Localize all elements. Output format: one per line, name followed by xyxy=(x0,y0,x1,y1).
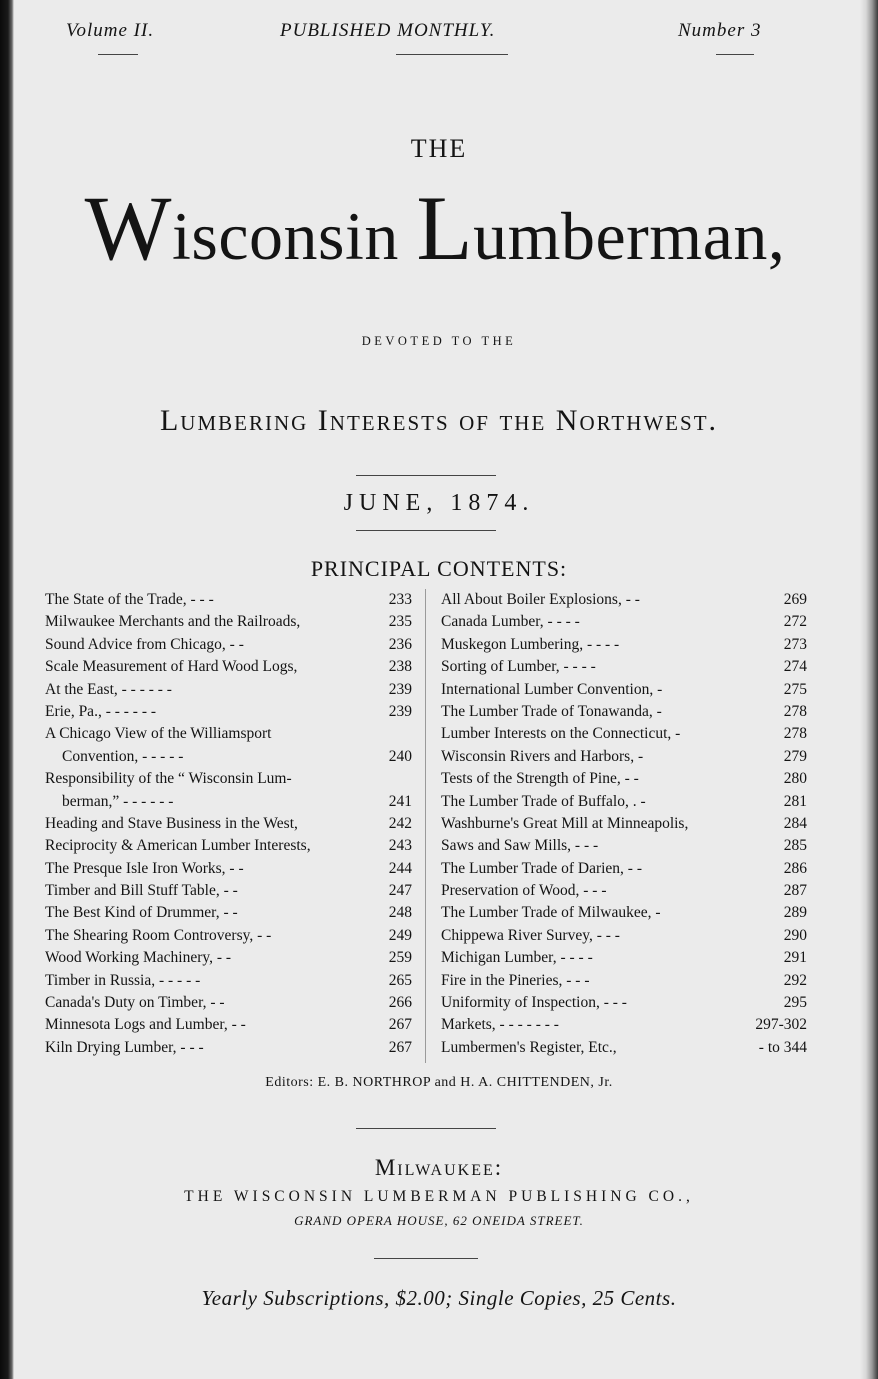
toc-page: 235 xyxy=(388,613,412,631)
toc-title: Preservation of Wood, - - - xyxy=(441,882,607,900)
toc-row xyxy=(45,656,412,678)
toc-page: 247 xyxy=(388,882,412,900)
toc-title: berman,” - - - - - - xyxy=(62,792,174,810)
header-rule-right xyxy=(716,54,754,55)
publisher-name: THE WISCONSIN LUMBERMAN PUBLISHING CO., xyxy=(184,1188,694,1205)
toc-page: 241 xyxy=(388,792,412,810)
toc-title: Scale Measurement of Hard Wood Logs, xyxy=(45,658,298,676)
toc-row xyxy=(45,813,412,835)
toc-title: The Presque Isle Iron Works, - - xyxy=(45,859,244,877)
toc-page: 287 xyxy=(783,882,807,900)
frequency-label: PUBLISHED MONTHLY. xyxy=(280,20,496,41)
toc-row xyxy=(441,768,807,790)
toc-page: 284 xyxy=(783,814,807,832)
toc-row xyxy=(45,858,412,880)
toc-title: Washburne's Great Mill at Minneapolis, xyxy=(441,814,689,832)
toc-row xyxy=(441,701,807,723)
toc-title: The Lumber Trade of Milwaukee, - xyxy=(441,904,661,922)
toc-page: 280 xyxy=(783,770,807,788)
toc-page: 266 xyxy=(388,994,412,1012)
toc-title: Markets, - - - - - - - xyxy=(441,1016,559,1034)
toc-page: 244 xyxy=(388,859,412,877)
toc-page: 278 xyxy=(783,725,807,743)
contents-column-right xyxy=(441,589,807,1059)
toc-row xyxy=(441,1037,807,1059)
issue-number-label: Number 3 xyxy=(678,20,762,41)
toc-page: 278 xyxy=(783,702,807,720)
toc-title: The Lumber Trade of Tonawanda, - xyxy=(441,702,662,720)
toc-title: Erie, Pa., - - - - - - xyxy=(45,702,157,720)
toc-title: Saws and Saw Mills, - - - xyxy=(441,837,599,855)
toc-page: 236 xyxy=(388,635,412,653)
toc-page: 290 xyxy=(783,926,807,944)
toc-row xyxy=(45,947,412,969)
toc-row xyxy=(441,880,807,902)
toc-page: 279 xyxy=(783,747,807,765)
toc-title: The Lumber Trade of Darien, - - xyxy=(441,859,643,877)
toc-row xyxy=(441,858,807,880)
toc-row xyxy=(45,589,412,611)
toc-row xyxy=(45,791,412,813)
contents-column-divider xyxy=(425,589,426,1063)
subscription-pricing: Yearly Subscriptions, $2.00; Single Copies, 25 Cents. xyxy=(201,1286,677,1310)
toc-title: Wisconsin Rivers and Harbors, - xyxy=(441,747,644,765)
toc-row xyxy=(441,656,807,678)
toc-row xyxy=(45,835,412,857)
toc-row xyxy=(45,634,412,656)
devoted-to-line: DEVOTED TO THE xyxy=(361,334,517,348)
title-initial-w: W xyxy=(84,177,172,279)
toc-page: 267 xyxy=(388,1038,412,1056)
toc-title: Heading and Stave Business in the West, xyxy=(45,814,298,832)
toc-title: Uniformity of Inspection, - - - xyxy=(441,994,627,1012)
toc-title: A Chicago View of the Williamsport xyxy=(45,725,272,743)
toc-page: 240 xyxy=(388,747,412,765)
toc-title: Kiln Drying Lumber, - - - xyxy=(45,1038,204,1056)
toc-page: 259 xyxy=(388,949,412,967)
toc-row xyxy=(441,902,807,924)
toc-row xyxy=(441,746,807,768)
toc-page: 272 xyxy=(783,613,807,631)
toc-page: 233 xyxy=(388,591,412,608)
toc-page: 249 xyxy=(388,926,412,944)
toc-title: The Lumber Trade of Buffalo, . - xyxy=(441,792,646,810)
toc-row xyxy=(441,634,807,656)
toc-row xyxy=(441,723,807,745)
toc-page: 297-302 xyxy=(755,1016,807,1034)
toc-row xyxy=(441,835,807,857)
title-umberman: umberman, xyxy=(473,198,786,274)
toc-page: 248 xyxy=(388,904,412,922)
toc-title: Reciprocity & American Lumber Interests, xyxy=(45,837,311,855)
toc-row xyxy=(441,813,807,835)
toc-title: Canada's Duty on Timber, - - xyxy=(45,994,225,1012)
toc-row xyxy=(441,992,807,1014)
toc-title: Michigan Lumber, - - - - xyxy=(441,949,593,967)
toc-row xyxy=(45,611,412,633)
toc-row xyxy=(441,970,807,992)
toc-title: Canada Lumber, - - - - xyxy=(441,613,580,631)
rule-above-date xyxy=(356,475,496,476)
toc-title: Fire in the Pineries, - - - xyxy=(441,971,590,989)
toc-title: Timber in Russia, - - - - - xyxy=(45,971,201,989)
title-initial-l: L xyxy=(416,177,474,279)
rule-above-subscription xyxy=(374,1258,478,1259)
header-rule-center xyxy=(396,54,508,55)
toc-title: Responsibility of the “ Wisconsin Lum- xyxy=(45,770,292,788)
header-rule-left xyxy=(98,54,138,55)
toc-page: 265 xyxy=(388,971,412,989)
toc-page: 269 xyxy=(783,591,807,608)
toc-row xyxy=(45,679,412,701)
toc-title: Sound Advice from Chicago, - - xyxy=(45,635,244,653)
toc-page: 274 xyxy=(783,658,807,676)
toc-page: 242 xyxy=(388,814,412,832)
toc-row xyxy=(441,589,807,611)
contents-column-left xyxy=(45,589,412,1059)
toc-page: 281 xyxy=(783,792,807,810)
toc-row xyxy=(45,1014,412,1036)
contents-heading: PRINCIPAL CONTENTS: xyxy=(310,556,568,581)
toc-row xyxy=(45,992,412,1014)
toc-title: International Lumber Convention, - xyxy=(441,680,663,698)
toc-page: 239 xyxy=(388,702,412,720)
toc-page: 267 xyxy=(388,1016,412,1034)
publisher-address: GRAND OPERA HOUSE, 62 ONEIDA STREET. xyxy=(294,1213,584,1228)
toc-page: 285 xyxy=(783,837,807,855)
toc-row xyxy=(45,880,412,902)
toc-title: Sorting of Lumber, - - - - xyxy=(441,658,596,676)
toc-row xyxy=(45,768,412,790)
issue-date: JUNE, 1874. xyxy=(343,490,535,516)
toc-row xyxy=(441,925,807,947)
masthead-title xyxy=(0,177,870,279)
toc-title: Minnesota Logs and Lumber, - - xyxy=(45,1016,246,1034)
toc-title: The Best Kind of Drummer, - - xyxy=(45,904,238,922)
editors-line: Editors: E. B. NORTHROP and H. A. CHITTENDEN, Jr. xyxy=(265,1075,613,1090)
toc-title: Lumber Interests on the Connecticut, - xyxy=(441,725,681,743)
toc-row xyxy=(441,791,807,813)
rule-above-publisher xyxy=(356,1128,496,1129)
toc-page: - to 344 xyxy=(758,1038,807,1056)
toc-page: 286 xyxy=(783,859,807,877)
toc-row xyxy=(441,947,807,969)
title-isconsin: isconsin xyxy=(171,198,417,274)
toc-title: Wood Working Machinery, - - xyxy=(45,949,232,967)
volume-label: Volume II. xyxy=(66,20,155,41)
interests-line: Lumbering Interests of the Northwest. xyxy=(159,404,719,437)
toc-row xyxy=(45,902,412,924)
toc-row xyxy=(441,679,807,701)
toc-row xyxy=(45,1037,412,1059)
toc-title: All About Boiler Explosions, - - xyxy=(441,591,640,608)
toc-page: 295 xyxy=(783,994,807,1012)
toc-title: The Shearing Room Controversy, - - xyxy=(45,926,272,944)
toc-title: Milwaukee Merchants and the Railroads, xyxy=(45,613,301,631)
masthead-the: THE xyxy=(410,134,468,163)
rule-below-date xyxy=(356,530,496,531)
toc-row xyxy=(45,925,412,947)
toc-row xyxy=(45,970,412,992)
toc-title: Timber and Bill Stuff Table, - - xyxy=(45,882,238,900)
toc-row xyxy=(45,746,412,768)
toc-page: 289 xyxy=(783,904,807,922)
toc-row xyxy=(45,701,412,723)
toc-title: At the East, - - - - - - xyxy=(45,680,172,698)
toc-page: 239 xyxy=(388,680,412,698)
toc-page: 273 xyxy=(783,635,807,653)
toc-row xyxy=(441,611,807,633)
toc-page: 292 xyxy=(783,971,807,989)
toc-title: Muskegon Lumbering, - - - - xyxy=(441,635,620,653)
toc-title: Tests of the Strength of Pine, - - xyxy=(441,770,639,788)
toc-page: 275 xyxy=(783,680,807,698)
toc-title: Chippewa River Survey, - - - xyxy=(441,926,620,944)
publisher-city: Milwaukee: xyxy=(374,1155,504,1180)
toc-page: 291 xyxy=(783,949,807,967)
toc-title: The State of the Trade, - - - xyxy=(45,591,214,608)
toc-title: Lumbermen's Register, Etc., xyxy=(441,1038,617,1056)
toc-title: Convention, - - - - - xyxy=(62,747,184,765)
toc-page: 238 xyxy=(388,658,412,676)
toc-page: 243 xyxy=(388,837,412,855)
toc-row xyxy=(441,1014,807,1036)
toc-row xyxy=(45,723,412,745)
